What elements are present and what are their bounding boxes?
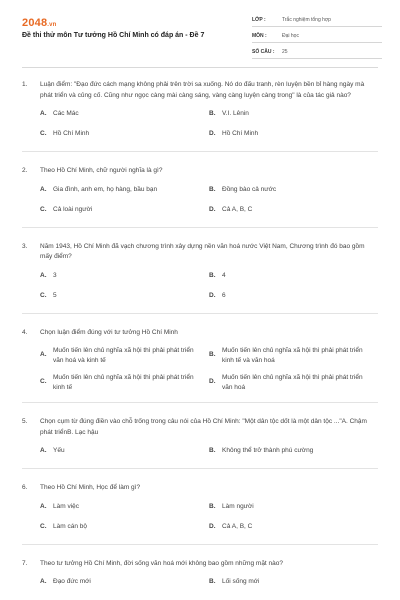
answer-option[interactable] <box>40 271 209 283</box>
question-separator <box>22 544 378 545</box>
answer-option[interactable] <box>40 291 209 303</box>
answer-letter: A. <box>40 110 47 117</box>
answer-letter: B. <box>209 578 216 585</box>
question-separator <box>22 402 378 403</box>
answer-text: Hồ Chí Minh <box>53 130 90 137</box>
answer-option[interactable] <box>40 522 209 534</box>
answer-option[interactable] <box>40 373 209 392</box>
answer-option[interactable] <box>209 522 378 534</box>
answer-text: Cả A, B, C <box>222 205 253 213</box>
question-separator <box>22 313 378 314</box>
answer-option[interactable] <box>40 446 209 458</box>
question-number: 6. <box>22 484 28 491</box>
question-text: Năm 1943, Hồ Chí Minh đã vạch chương trình xây dựng nền văn hoá nước Việt Nam, Chương trình đó bao gồm mấy điểm? <box>40 242 365 260</box>
answer-option[interactable] <box>40 502 209 514</box>
answer-grid <box>40 185 378 225</box>
question-number: 5. <box>22 418 28 425</box>
answer-grid <box>40 577 378 597</box>
answer-option[interactable] <box>209 446 378 458</box>
exam-header <box>0 0 400 68</box>
answer-text: Các Mác <box>53 110 79 117</box>
answer-letter: B. <box>209 502 216 510</box>
exam-title: Đề thi thử môn Tư tưởng Hồ Chí Minh có đáp án - Đề 7 <box>22 32 205 39</box>
answer-letter: A. <box>40 502 47 510</box>
answer-option[interactable] <box>40 205 209 217</box>
answer-text: Muốn tiến lên chủ nghĩa xã hội thì phải phát triển kinh tế <box>53 374 194 391</box>
answer-option[interactable] <box>209 129 378 141</box>
answer-option[interactable] <box>209 577 378 589</box>
question-number: 7. <box>22 559 28 567</box>
answer-letter: C. <box>40 205 47 213</box>
info-label: MÔN : <box>252 33 267 39</box>
question-text: Chọn luận điểm đúng với tư tưởng Hồ Chí Minh <box>40 328 178 336</box>
question-separator <box>22 151 378 152</box>
question-number: 1. <box>22 81 28 88</box>
header-divider <box>22 67 378 68</box>
answer-letter: B. <box>209 351 216 358</box>
info-value: Đại học <box>282 33 299 39</box>
answer-text: V.I. Lênin <box>222 110 249 117</box>
question-number: 3. <box>22 242 28 250</box>
question-text: Theo tư tưởng Hồ Chí Minh, đời sống văn hoá mới không bao gồm những mặt nào? <box>40 559 284 567</box>
answer-grid <box>40 502 378 542</box>
site-logo[interactable] <box>22 17 57 29</box>
answer-text: Không thể trở thành phú cường <box>222 447 314 454</box>
answer-option[interactable] <box>209 271 378 283</box>
answer-option[interactable] <box>209 373 378 392</box>
info-label: LỚP : <box>252 17 266 23</box>
answer-text: Muốn tiến lên chủ nghĩa xã hội thì phải phát triển văn hoá <box>222 374 363 391</box>
answer-option[interactable] <box>40 129 209 141</box>
answer-letter: D. <box>209 378 216 385</box>
answer-letter: A. <box>40 578 47 585</box>
info-value: Trắc nghiệm tổng hợp <box>282 17 331 23</box>
answer-grid <box>40 446 378 466</box>
answer-option[interactable] <box>209 205 378 217</box>
answer-letter: A. <box>40 447 47 454</box>
question-separator <box>22 468 378 469</box>
answer-text: 5 <box>53 291 57 299</box>
answer-letter: D. <box>209 205 216 213</box>
question-text: Luận điểm: "Đạo đức cách mạng không phải trên trời sa xuống. Nó do đấu tranh, rèn luyện bền bỉ hàng ngày mà phát triển và củng cố. Cũng như ngọc càng mài càng sáng, vàng càng luyện càng trong" là của tác giả nào? <box>40 81 365 99</box>
answer-grid <box>40 271 378 311</box>
answer-text: Yếu <box>53 447 65 454</box>
answer-text: Làm cán bộ <box>53 522 87 530</box>
logo-suffix: .vn <box>47 22 57 28</box>
answer-text: Muốn tiến lên chủ nghĩa xã hội thì phải phát triển kinh tế và văn hoá <box>222 347 363 364</box>
info-row-subject <box>252 30 382 43</box>
answer-option[interactable] <box>209 346 378 365</box>
answer-text: 6 <box>222 291 226 299</box>
answer-letter: D. <box>209 130 216 137</box>
question-text: Theo Hồ Chí Minh, Học để làm gì? <box>40 484 141 491</box>
answer-option[interactable] <box>209 185 378 197</box>
answer-grid <box>40 109 378 149</box>
answer-option[interactable] <box>40 577 209 589</box>
answer-option[interactable] <box>209 109 378 121</box>
answer-letter: B. <box>209 110 216 117</box>
answer-text: Đồng bào cả nước <box>222 185 277 193</box>
answer-text: Đạo đức mới <box>53 578 91 585</box>
answer-letter: B. <box>209 447 216 454</box>
answer-text: Làm việc <box>53 502 80 510</box>
question-text: Chọn cụm từ đúng điền vào chỗ trống trong câu nói của Hồ Chí Minh: "Một dân tộc dốt là một dân tộc ..."A. Chậm phát triểnB. Lạc hậu <box>40 418 367 436</box>
answer-letter: A. <box>40 271 47 279</box>
question-item <box>0 242 400 311</box>
exam-info-panel <box>252 14 382 62</box>
answer-letter: C. <box>40 378 47 385</box>
answer-option[interactable] <box>209 502 378 514</box>
answer-option[interactable] <box>40 109 209 121</box>
logo-main: 2048 <box>22 17 48 29</box>
question-list <box>0 80 400 597</box>
answer-letter: D. <box>209 522 216 530</box>
question-separator <box>22 227 378 228</box>
info-row-class <box>252 14 382 27</box>
answer-text: Làm người <box>222 502 254 510</box>
answer-letter: D. <box>209 291 216 299</box>
answer-grid <box>40 346 378 400</box>
question-item <box>0 417 400 466</box>
answer-letter: A. <box>40 351 47 358</box>
answer-letter: B. <box>209 185 216 193</box>
answer-text: Gia đình, anh em, họ hàng, bầu bạn <box>53 185 158 193</box>
answer-letter: C. <box>40 522 47 530</box>
answer-letter: C. <box>40 130 47 137</box>
question-item <box>0 166 400 225</box>
info-label: SỐ CÂU : <box>252 49 275 55</box>
answer-text: Cả A, B, C <box>222 522 253 530</box>
question-number: 4. <box>22 328 28 336</box>
question-text: Theo Hồ Chí Minh, chữ người nghĩa là gì? <box>40 167 163 174</box>
answer-letter: C. <box>40 291 47 299</box>
answer-text: 4 <box>222 271 226 279</box>
info-row-count <box>252 46 382 59</box>
answer-text: Lối sống mới <box>222 578 260 585</box>
question-item <box>0 559 400 598</box>
answer-text: Muốn tiến lên chủ nghĩa xã hội thì phải phát triển văn hoá và kinh tế <box>53 347 194 364</box>
question-item <box>0 328 400 401</box>
question-item <box>0 80 400 149</box>
answer-option[interactable] <box>40 346 209 365</box>
answer-option[interactable] <box>40 185 209 197</box>
answer-option[interactable] <box>209 291 378 303</box>
answer-letter: A. <box>40 185 47 193</box>
question-item <box>0 483 400 542</box>
info-value: 25 <box>282 49 288 55</box>
answer-text: Hồ Chí Minh <box>222 130 259 137</box>
answer-text: Cả loài người <box>53 205 93 213</box>
question-number: 2. <box>22 167 28 174</box>
answer-text: 3 <box>53 271 57 279</box>
answer-letter: B. <box>209 271 216 279</box>
